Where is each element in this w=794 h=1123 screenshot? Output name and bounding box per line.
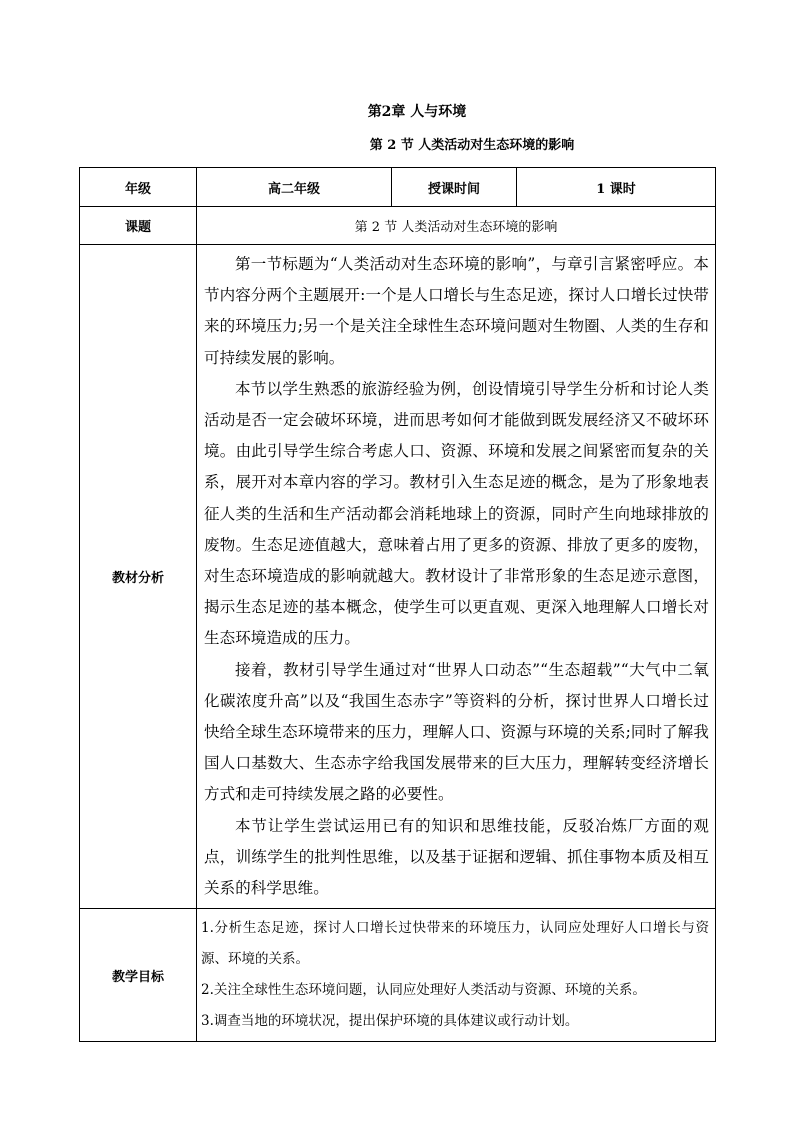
analysis-content xyxy=(197,245,716,909)
analysis-paragraph: 本节让学生尝试运用已有的知识和思维技能，反驳冶炼厂方面的观点，训练学生的批判性思维，以及基于证据和逻辑、抓住事物本质及相互关系的科学思维。 xyxy=(204,816,709,898)
grade-label: 年级 xyxy=(80,168,197,207)
analysis-row xyxy=(80,245,716,909)
analysis-label: 教材分析 xyxy=(80,245,197,909)
grade-value: 高二年级 xyxy=(197,168,392,207)
topic-row xyxy=(80,207,716,245)
objective-item: 1.分析生态足迹，探讨人口增长过快带来的环境压力，认同应处理好人口增长与资源、环境的关系。 xyxy=(201,920,709,968)
time-label: 授课时间 xyxy=(392,168,517,207)
analysis-paragraph: 第一节标题为“人类活动对生态环境的影响”，与章引言紧密呼应。本节内容分两个主题展开:一个是人口增长与生态足迹，探讨人口增长过快带来的环境压力;另一个是关注全球性生态环境问题对生物圈、人类的生存和可持续发展的影响。 xyxy=(204,255,709,367)
analysis-paragraph: 接着，教材引导学生通过对“世界人口动态”“生态超载”“大气中二氧化碳浓度升高”以及“我国生态赤字”等资料的分析，探讨世界人口增长过快给全球生态环境带来的压力，理解人口、资源与环境的关系;同时了解我国人口基数大、生态赤字给我国发展带来的巨大压力，理解转变经济增长方式和走可持续发展之路的必要性。 xyxy=(204,660,709,804)
topic-value: 第 2 节 人类活动对生态环境的影响 xyxy=(197,207,716,245)
objectives-label: 教学目标 xyxy=(80,909,197,1042)
time-value: 1 课时 xyxy=(517,168,716,207)
objectives-content xyxy=(197,909,716,1042)
lesson-plan-table xyxy=(79,167,716,1042)
section-title: 第 2 节 人类活动对生态环境的影响 xyxy=(369,138,575,153)
grade-row xyxy=(80,168,716,207)
objective-item: 3.调查当地的环境状况，提出保护环境的具体建议或行动计划。 xyxy=(201,1013,579,1030)
objectives-row xyxy=(80,909,716,1042)
analysis-paragraph: 本节以学生熟悉的旅游经验为例，创设情境引导学生分析和讨论人类活动是否一定会破坏环境，进而思考如何才能做到既发展经济又不破坏环境。由此引导学生综合考虑人口、资源、环境和发展之间紧密而复杂的关系，展开对本章内容的学习。教材引入生态足迹的概念，是为了形象地表征人类的生活和生产活动都会消耗地球上的资源，同时产生向地球排放的废物。生态足迹值越大，意味着占用了更多的资源、排放了更多的废物，对生态环境造成的影响就越大。教材设计了非常形象的生态足迹示意图，揭示生态足迹的基本概念，使学生可以更直观、更深入地理解人口增长对生态环境造成的压力。 xyxy=(204,379,709,648)
objective-item: 2.关注全球性生态环境问题，认同应处理好人类活动与资源、环境的关系。 xyxy=(201,982,646,999)
chapter-title: 第2章 人与环境 xyxy=(367,104,467,120)
topic-label: 课题 xyxy=(80,207,197,245)
